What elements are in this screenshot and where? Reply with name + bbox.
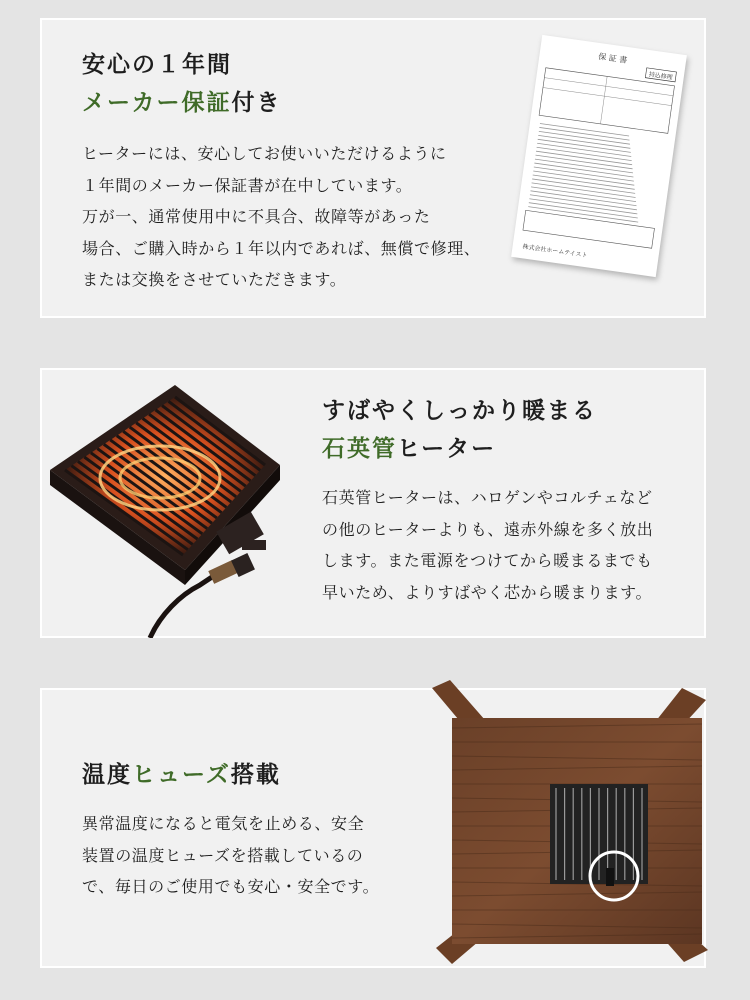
warranty-heading [82, 46, 282, 122]
warranty-card-title: 保 証 書 [597, 51, 628, 65]
fuse-panel [40, 688, 706, 968]
heater-heading-line1: すばやくしっかり暖まる [322, 398, 597, 424]
heater-panel [40, 368, 706, 638]
quartz-heater-image [10, 370, 280, 638]
warranty-heading-line1: 安心の１年間 [82, 52, 232, 78]
warranty-card-image [511, 35, 687, 277]
fuse-heading [82, 756, 281, 794]
warranty-panel [40, 18, 706, 318]
heater-heading-accent: 石英管 [322, 436, 397, 462]
warranty-body-text: ヒーターには、安心してお使いいただけるように １年間のメーカー保証書が在中しています。 万が一、通常使用中に不具合、故障等があった 場合、ご購入時から１年以内であれば、無償で修理、 または交換をさせていただきます。 [82, 144, 481, 289]
heater-heading [322, 392, 597, 468]
heater-body-text: 石英管ヒーターは、ハロゲンやコルチェなど の他のヒーターよりも、遠赤外線を多く放出 します。また電源をつけてから暖まるまでも 早いため、よりすばやく芯から暖まります。 [322, 488, 654, 602]
fuse-heading-accent: ヒューズ [132, 762, 231, 788]
kotatsu-table-underside-image [422, 678, 712, 968]
warranty-heading-accent: メーカー保証 [82, 90, 232, 116]
fuse-heading-suffix: 搭載 [230, 762, 281, 788]
warranty-card-badge: 持込修理 [648, 71, 674, 82]
warranty-heading-suffix: 付き [231, 90, 282, 116]
heater-heading-suffix: ヒーター [397, 436, 497, 462]
warranty-card-company: 株式会社ホームテイスト [522, 243, 588, 260]
fuse-body-text: 異常温度になると電気を止める、安全 装置の温度ヒューズを搭載しているの で、毎日のご使用でも安心・安全です。 [82, 814, 380, 896]
fuse-heading-prefix: 温度 [82, 762, 132, 788]
